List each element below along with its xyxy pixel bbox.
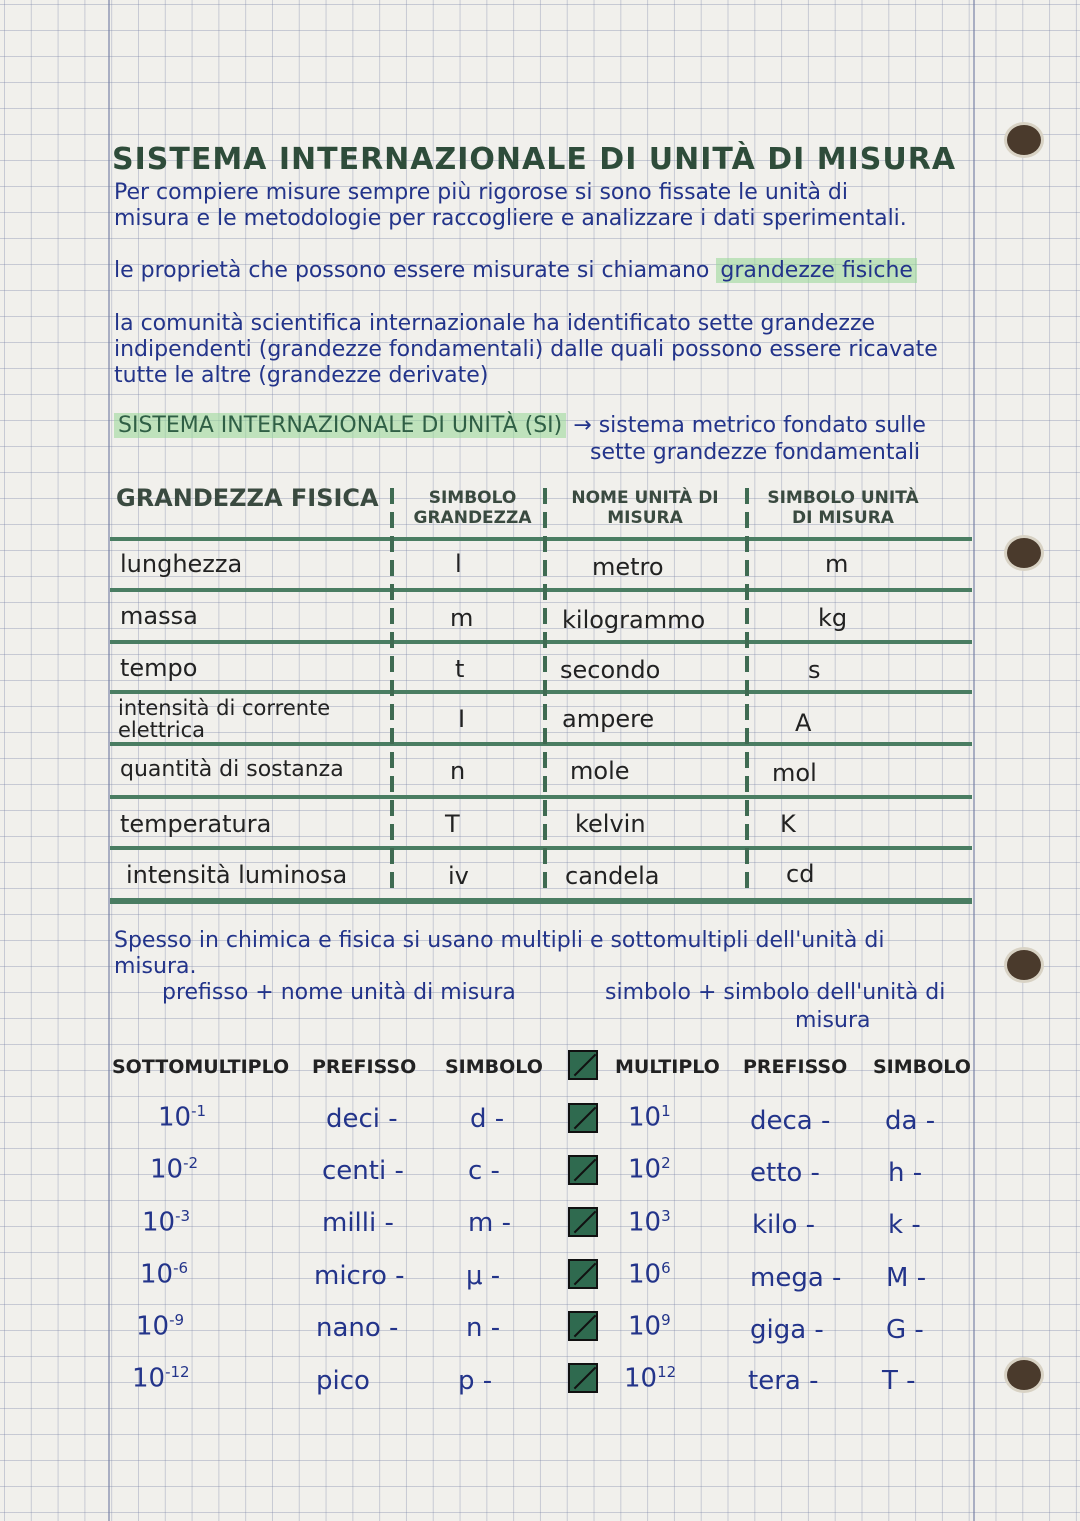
submultiple-prefix: milli - xyxy=(322,1208,394,1238)
binder-hole xyxy=(1007,538,1041,568)
submultiple-power xyxy=(140,1259,188,1290)
cell-unit-symbol: K xyxy=(780,810,796,838)
page-title: SISTEMA INTERNAZIONALE DI UNITÀ DI MISURA xyxy=(112,142,957,177)
column-divider xyxy=(745,488,749,893)
submultiple-prefix: micro - xyxy=(314,1261,405,1291)
submultiple-prefix: deci - xyxy=(326,1104,398,1134)
table-rule xyxy=(110,795,972,799)
checkbox-square-icon xyxy=(568,1155,598,1185)
exponent: -3 xyxy=(175,1207,191,1225)
cell-quantity-symbol: T xyxy=(445,810,460,838)
exponent: 3 xyxy=(661,1207,671,1225)
cell-quantity-symbol: n xyxy=(450,757,466,785)
multiple-symbol: k - xyxy=(888,1210,921,1240)
table-rule xyxy=(110,898,972,904)
base-ten: 10 xyxy=(628,1154,662,1185)
binder-hole xyxy=(1007,950,1041,980)
header-grandezza-fisica: GRANDEZZA FISICA xyxy=(116,484,379,512)
base-ten: 10 xyxy=(132,1363,166,1394)
intro-line-2: misura e le metodologie per raccogliere e analizzare i dati sperimentali. xyxy=(114,206,907,231)
multiple-symbol: M - xyxy=(886,1263,927,1293)
cell-unit-symbol: cd xyxy=(786,860,815,888)
cell-quantity: lunghezza xyxy=(120,550,243,578)
cell-unit-symbol: mol xyxy=(772,759,817,787)
table-rule xyxy=(110,537,972,541)
header-sottomultiplo: SOTTOMULTIPLO xyxy=(112,1056,290,1078)
header-simbolo-mul: SIMBOLO xyxy=(873,1056,971,1078)
cell-unit-name: secondo xyxy=(560,656,661,684)
cell-quantity: quantità di sostanza xyxy=(120,757,344,782)
base-ten: 10 xyxy=(628,1311,662,1342)
cell-quantity: intensità luminosa xyxy=(126,861,348,889)
cell-unit-name: metro xyxy=(592,553,664,581)
exponent: 2 xyxy=(661,1154,671,1172)
base-ten: 10 xyxy=(142,1207,176,1238)
table-rule xyxy=(110,690,972,694)
submultiple-symbol: c - xyxy=(468,1156,500,1186)
community-line-2: indipendenti (grandezze fondamentali) dalle quali possono essere ricavate xyxy=(114,337,938,362)
submultiple-symbol: n - xyxy=(466,1313,501,1343)
multiple-prefix: deca - xyxy=(750,1106,831,1136)
cell-quantity: temperatura xyxy=(120,810,272,838)
multiple-power xyxy=(628,1259,671,1290)
si-label: SISTEMA INTERNAZIONALE DI UNITÀ (SI) xyxy=(114,413,566,438)
highlight-grandezze-fisiche: grandezze fisiche xyxy=(716,258,917,283)
header-simbolo-unita: SIMBOLO UNITÀ DI MISURA xyxy=(767,488,919,528)
submultiple-symbol: m - xyxy=(468,1208,511,1238)
left-margin-line xyxy=(108,0,110,1521)
multiples-line-1: Spesso in chimica e fisica si usano multipli e sottomultipli dell'unità di xyxy=(114,928,885,953)
right-margin-line xyxy=(973,0,975,1521)
submultiple-prefix: centi - xyxy=(322,1156,404,1186)
cell-quantity: intensità di corrente elettrica xyxy=(118,696,331,742)
submultiple-power xyxy=(132,1363,190,1394)
cell-unit-symbol: s xyxy=(808,656,821,684)
binder-hole xyxy=(1007,1360,1041,1390)
table-rule xyxy=(110,742,972,746)
header-simbolo-grandezza: SIMBOLO GRANDEZZA xyxy=(413,488,532,528)
exponent: 12 xyxy=(657,1363,677,1381)
si-line xyxy=(114,413,926,438)
multiple-prefix: mega - xyxy=(750,1263,842,1293)
cell-unit-name: kelvin xyxy=(575,810,646,838)
exponent: 9 xyxy=(661,1311,671,1329)
si-description-1: sistema metrico fondato sulle xyxy=(598,413,926,438)
table-rule xyxy=(110,588,972,592)
multiple-prefix: giga - xyxy=(750,1315,824,1345)
multiple-power xyxy=(628,1154,671,1185)
checkbox-square-icon xyxy=(568,1103,598,1133)
header-nome-unita: NOME UNITÀ DI MISURA xyxy=(571,488,719,528)
multiple-symbol: G - xyxy=(886,1315,924,1345)
cell-quantity-symbol: I xyxy=(458,705,466,733)
multiple-prefix: kilo - xyxy=(752,1210,816,1240)
cell-unit-symbol: m xyxy=(825,550,849,578)
base-ten: 10 xyxy=(628,1207,662,1238)
cell-quantity: tempo xyxy=(120,654,198,682)
cell-unit-name: candela xyxy=(565,862,660,890)
checkbox-square-icon xyxy=(568,1207,598,1237)
cell-unit-name: kilogrammo xyxy=(562,606,706,634)
header-simbolo-sub: SIMBOLO xyxy=(445,1056,543,1078)
cell-quantity-symbol: t xyxy=(455,655,465,683)
multiple-prefix: tera - xyxy=(748,1366,819,1396)
base-ten: 10 xyxy=(140,1259,174,1290)
submultiple-symbol: d - xyxy=(470,1104,505,1134)
exponent: -6 xyxy=(173,1259,189,1277)
cell-quantity: massa xyxy=(120,602,198,630)
intro-line-1: Per compiere misure sempre più rigorose si sono fissate le unità di xyxy=(114,180,848,205)
cell-unit-symbol: kg xyxy=(818,604,848,632)
properties-text xyxy=(114,258,917,283)
multiple-symbol: da - xyxy=(885,1106,936,1136)
multiples-line-2: misura. xyxy=(114,954,197,979)
cell-unit-name: mole xyxy=(570,757,630,785)
submultiple-symbol: μ - xyxy=(466,1261,501,1291)
community-line-3: tutte le altre (grandezze derivate) xyxy=(114,363,489,388)
column-divider xyxy=(390,488,394,893)
column-divider xyxy=(543,488,547,893)
binder-hole xyxy=(1007,125,1041,155)
community-line-1: la comunità scientifica internazionale ha identificato sette grandezze xyxy=(114,311,876,336)
formula-right-1: simbolo + simbolo dell'unità di xyxy=(605,980,946,1005)
base-ten: 10 xyxy=(628,1102,662,1133)
cell-unit-symbol: A xyxy=(795,709,812,737)
submultiple-prefix: pico xyxy=(316,1366,370,1396)
properties-sentence: le proprietà che possono essere misurate si chiamano xyxy=(114,258,710,283)
header-multiplo: MULTIPLO xyxy=(615,1056,720,1078)
base-ten: 10 xyxy=(136,1311,170,1342)
arrow-icon: → xyxy=(573,413,592,438)
submultiple-symbol: p - xyxy=(458,1366,493,1396)
exponent: -12 xyxy=(165,1363,190,1381)
checkbox-square-icon xyxy=(568,1311,598,1341)
formula-right-2: misura xyxy=(795,1008,871,1033)
formula-left: prefisso + nome unità di misura xyxy=(162,980,516,1005)
multiple-power xyxy=(628,1207,671,1238)
exponent: 6 xyxy=(661,1259,671,1277)
si-description-2: sette grandezze fondamentali xyxy=(590,440,921,465)
exponent: -2 xyxy=(183,1154,199,1172)
header-prefisso-sub: PREFISSO xyxy=(312,1056,417,1078)
submultiple-power xyxy=(142,1207,190,1238)
checkbox-square-icon xyxy=(568,1363,598,1393)
exponent: -9 xyxy=(169,1311,185,1329)
cell-quantity-symbol: iv xyxy=(448,862,469,890)
multiple-prefix: etto - xyxy=(750,1158,820,1188)
exponent: -1 xyxy=(191,1102,207,1120)
exponent: 1 xyxy=(661,1102,671,1120)
multiple-power xyxy=(628,1102,671,1133)
cell-quantity-symbol: l xyxy=(455,550,462,578)
checkbox-square-icon xyxy=(568,1050,598,1080)
table-rule xyxy=(110,846,972,850)
header-prefisso-mul: PREFISSO xyxy=(743,1056,848,1078)
submultiple-power xyxy=(136,1311,184,1342)
base-ten: 10 xyxy=(150,1154,184,1185)
multiple-power xyxy=(628,1311,671,1342)
submultiple-power xyxy=(150,1154,198,1185)
table-rule xyxy=(110,640,972,644)
multiple-symbol: h - xyxy=(888,1158,923,1188)
multiple-power xyxy=(624,1363,676,1394)
multiple-symbol: T - xyxy=(882,1366,916,1396)
checkbox-square-icon xyxy=(568,1259,598,1289)
base-ten: 10 xyxy=(158,1102,192,1133)
cell-quantity-symbol: m xyxy=(450,604,474,632)
submultiple-prefix: nano - xyxy=(316,1313,399,1343)
base-ten: 10 xyxy=(624,1363,658,1394)
cell-unit-name: ampere xyxy=(562,705,655,733)
submultiple-power xyxy=(158,1102,206,1133)
base-ten: 10 xyxy=(628,1259,662,1290)
